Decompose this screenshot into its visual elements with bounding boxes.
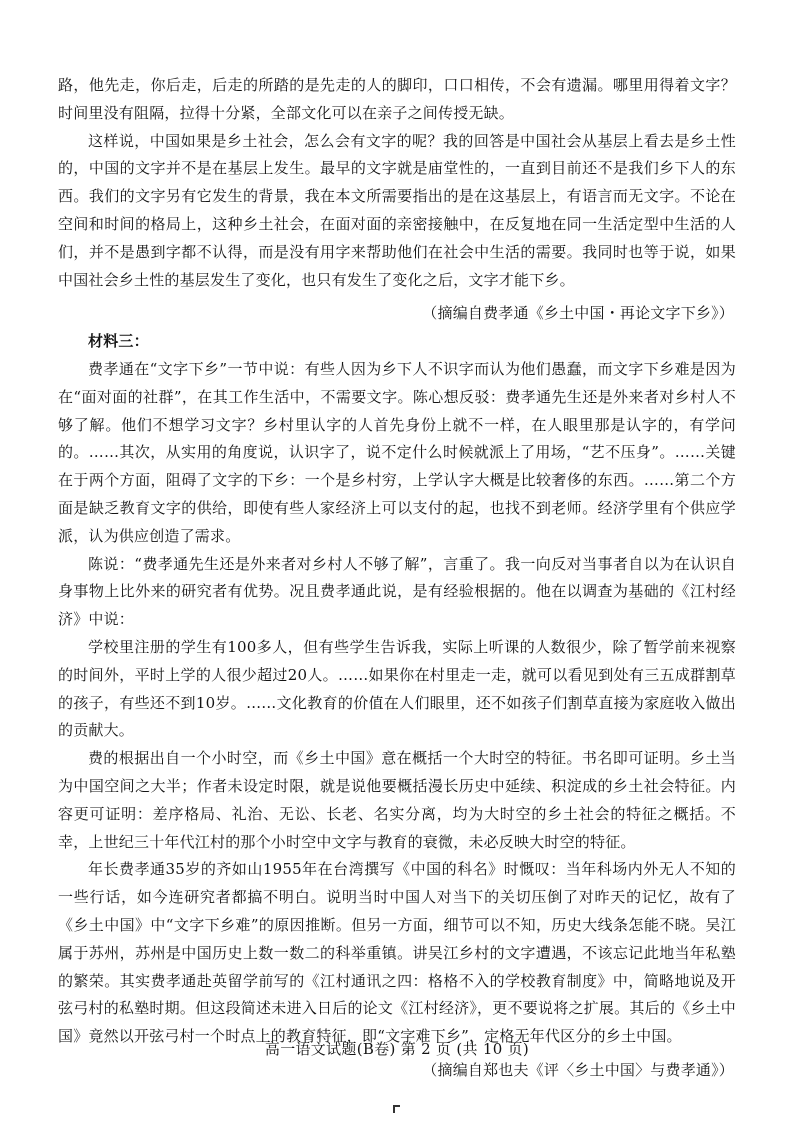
paragraph: 这样说，中国如果是乡土社会，怎么会有文字的呢？我的回答是中国社会从基层上看去是乡土性的，中国的文字并不是在基层上发生。最早的文字就是庙堂性的，一直到目前还不是我们乡下人的东西。我们的文字另有它发生的背景，我在本文所需要指出的是在这基层上，有语言而无文字。不论在空间和时间的格局上，这种乡土社会，在面对面的亲密接触中，在反复地在同一生活定型中生活的人们，并不是愚到字都不认得，而是没有用字来帮助他们在社会中生活的需要。我同时也等于说，如果中国社会乡土性的基层发生了变化，也只有发生了变化之后，文字才能下乡。	[58, 131, 736, 289]
page-footer: 高一语文试题(B卷) 第 2 页 (共 10 页)	[264, 1040, 530, 1058]
section-heading: 材料三：	[88, 332, 149, 351]
source-citation: （摘编自郑也夫《评〈乡土中国〉与费孝通》）	[422, 1060, 734, 1079]
source-citation: （摘编自费孝通《乡土中国・再论文字下乡》）	[422, 304, 734, 323]
paragraph: 费的根据出自一个小时空，而《乡土中国》意在概括一个大时空的特征。书名即可证明。乡土当为中国空间之大半；作者未设定时限，就是说他要概括漫长历史中延续、积淀成的乡土社会特征。内容更可证明：差序格局、礼治、无讼、长老、名实分离，均为大时空的乡土社会的特征之概括。不幸，上世纪三十年代江村的那个小时空中文字与教育的衰微，未必反映大时空的特征。	[58, 749, 736, 851]
document-body	[58, 72, 736, 1085]
paragraph: 费孝通在“文字下乡”一节中说：有些人因为乡下人不识字而认为他们愚蠢，而文字下乡难是因为在“面对面的社群”，在其工作生活中，不需要文字。陈心想反驳：费孝通先生还是外来者对乡村人不够了解。他们不想学习文字？乡村里认字的人首先身份上就不一样，在人眼里那是认字的，有学问的。……其次，从实用的角度说，认识字了，说不定什么时候就派上了用场，“艺不压身”。……关键在于两个方面，阻碍了文字的下乡：一个是乡村穷，上学认字大概是比较奢侈的东西。……第二个方面是缺乏教育文字的供给，即使有些人家经济上可以支付的起，也找不到老师。经济学里有个供应学派，认为供应创造了需求。	[58, 359, 736, 545]
corner-mark-icon	[393, 1105, 400, 1113]
quoted-paragraph: 学校里注册的学生有100多人，但有些学生告诉我，实际上听课的人数很少，除了暂学前来视察的时间外，平时上学的人很少超过20人。……如果你在村里走一走，就可以看见到处有三五成群割草的孩子，有些还不到10岁。……文化教育的价值在人们眼里，还不如孩子们割草直接为家庭收入做出的贡献大。	[58, 637, 736, 740]
paragraph: 路，他先走，你后走，后走的所踏的是先走的人的脚印，口口相传，不会有遗漏。哪里用得着文字？时间里没有阻隔，拉得十分紧，全部文化可以在亲子之间传授无缺。	[58, 76, 736, 122]
paragraph: 年长费孝通35岁的齐如山1955年在台湾撰写《中国的科名》时慨叹：当年科场内外无人不知的一些行话，如今连研究者都搞不明白。说明当时中国人对当下的关切压倒了对昨天的记忆，故有了《乡土中国》中“文字下乡难”的原因推断。但另一方面，细节可以不知，历史大线条怎能不晓。吴江属于苏州，苏州是中国历史上数一数二的科举重镇。讲吴江乡村的文字遭遇，不该忘记此地当年私塾的繁荣。其实费孝通赴英留学前写的《江村通讯之四：格格不入的学校教育制度》中，简略地说及开弦弓村的私塾时期。但这段简述未进入日后的论文《江村经济》，更不要说将之扩展。其后的《乡土中国》竟然以开弦弓村一个时点上的教育特征，即“文字难下乡”，定格无年代区分的乡土中国。	[58, 860, 736, 1046]
paragraph: 陈说：“费孝通先生还是外来者对乡村人不够了解”，言重了。我一向反对当事者自以为在认识自身事物上比外来的研究者有优势。况且费孝通此说，是有经验根据的。他在以调查为基础的《江村经济》中说：	[58, 554, 736, 629]
